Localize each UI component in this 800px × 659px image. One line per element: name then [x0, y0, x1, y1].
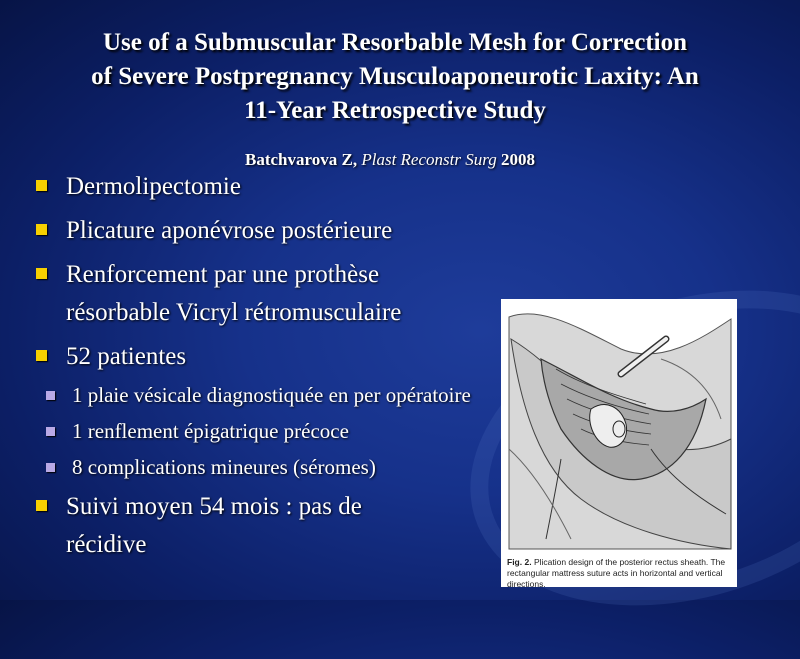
sub-bullet-text: 8 complications mineures (séromes) — [72, 455, 376, 479]
bullet-text: Renforcement par une prothèse résorbable Vicryl rétromusculaire — [66, 261, 402, 326]
sub-bullet-item — [36, 416, 486, 446]
bullet-item — [36, 256, 486, 332]
surgical-illustration — [501, 299, 737, 587]
title-line-3: 11-Year Retrospective Study — [244, 97, 546, 124]
title-line-1: Use of a Submuscular Resorbable Mesh for Correction — [103, 29, 687, 56]
citation-authors: Batchvarova Z, — [245, 150, 358, 169]
citation-journal: Plast Reconstr Surg — [361, 150, 497, 169]
slide-title — [10, 26, 780, 128]
caption-label: Fig. 2. — [507, 557, 532, 567]
bullet-text: Suivi moyen 54 mois : pas de récidive — [66, 493, 362, 558]
bullet-text: Dermolipectomie — [66, 173, 241, 200]
bullet-item — [36, 212, 496, 250]
sub-bullet-text: 1 plaie vésicale diagnostiquée en per opératoire — [72, 383, 471, 407]
bullet-text: Plicature aponévrose postérieure — [66, 217, 393, 244]
square-bullet-icon — [36, 180, 47, 191]
bullet-item — [36, 338, 496, 482]
square-sub-bullet-icon — [46, 463, 55, 472]
square-sub-bullet-icon — [46, 427, 55, 436]
square-sub-bullet-icon — [46, 391, 55, 400]
surgical-drawing — [501, 299, 737, 555]
bullet-text: 52 patientes — [66, 343, 187, 370]
square-bullet-icon — [36, 350, 47, 361]
citation-year: 2008 — [500, 150, 535, 169]
bullet-item — [36, 168, 496, 206]
sub-bullet-item — [36, 380, 472, 410]
citation — [0, 150, 780, 170]
square-bullet-icon — [36, 268, 47, 279]
sub-bullet-text: 1 renflement épigatrique précoce — [72, 419, 349, 443]
title-line-2: of Severe Postpregnancy Musculoaponeurotic Laxity: An — [91, 63, 699, 90]
square-bullet-icon — [36, 224, 47, 235]
square-bullet-icon — [36, 500, 47, 511]
figure-caption — [507, 557, 733, 590]
bullet-item — [36, 488, 446, 564]
bullet-list — [36, 168, 496, 564]
sub-bullet-item — [36, 452, 486, 482]
sub-bullet-list — [36, 380, 486, 482]
caption-text: Plication design of the posterior rectus sheath. The rectangular mattress suture acts in horizontal and vertical directions. — [507, 557, 726, 589]
